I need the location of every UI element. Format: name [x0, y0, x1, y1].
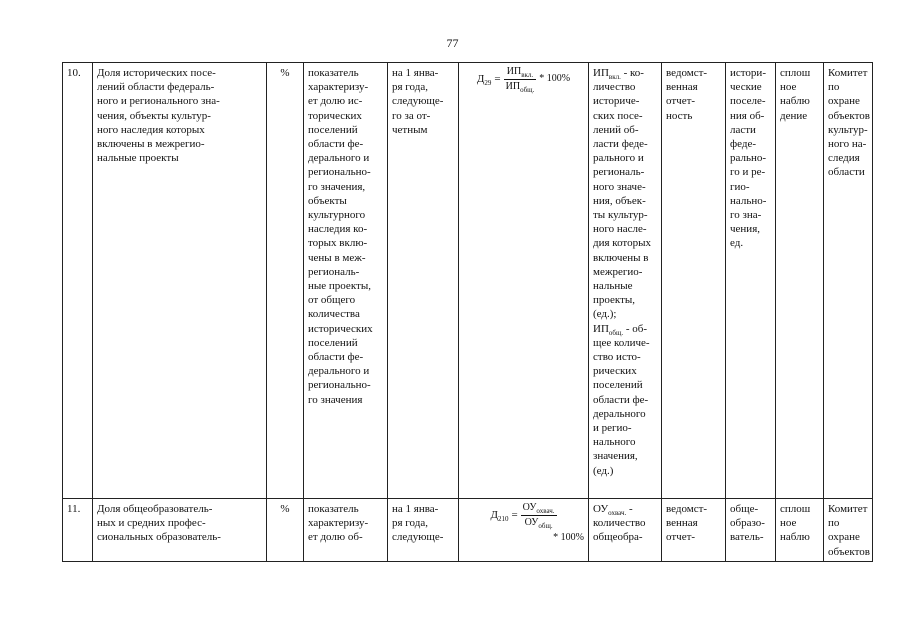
formula-multiplier: * 100%: [553, 532, 584, 543]
observation-method: сплош ное наблю дение: [776, 63, 824, 499]
reporting-period: на 1 янва- ря года, следующе- го за от- четным: [388, 63, 459, 499]
calculation-formula: [459, 499, 589, 562]
formula-equals: =: [511, 509, 518, 522]
row-number: 11.: [63, 499, 93, 562]
calculation-formula: [459, 63, 589, 499]
indicator-name: Доля общеобразователь- ных и средних профес- сиональных образователь-: [93, 499, 267, 562]
formula-variables: [589, 63, 662, 499]
responsible-body: Комитет по охране объектов: [824, 499, 873, 562]
formula-fraction: [504, 66, 537, 93]
formula-lhs: $Д_{210}$: [490, 509, 509, 524]
observation-object: обще- образо- ватель-: [726, 499, 776, 562]
data-source: ведомст- венная отчет-: [662, 499, 726, 562]
formula-denominator: $ОУ_{общ.}$: [524, 517, 553, 530]
indicators-table: [62, 62, 873, 562]
indicator-name: Доля исторических посе- лений области федераль- ного и регионального зна- чения, объекты культур- ного наследия которых включены в межрегио- нальные проекты: [93, 63, 267, 499]
formula-variables: [589, 499, 662, 562]
observation-method: сплош ное наблю: [776, 499, 824, 562]
formula-fraction: [521, 502, 557, 529]
formula-denominator: $ИП_{общ.}$: [505, 81, 535, 94]
indicator-definition: показатель характеризу- ет долю ис- торических поселений области фе- дерального и регионально- го значения, объекты культурного наследия ко- торых вклю- чены в меж- региональ- ные проекты, от общего количества исторических поселений области фе- дерального и регионально- го значения: [304, 63, 388, 499]
observation-object: истори- ческие поселе- ния об- ласти феде- рально- го и ре- гио- нально- го зна- чения, ед.: [726, 63, 776, 499]
table-row: [63, 499, 873, 562]
variable-description: $ИП_{вкл.} - ко-$ личество историче- ских посе- лений об- ласти феде- рального и региональ- ного значе- ния, объек- ты культур- ного насле- дия которых включены в межрегио- нальные проекты, (ед.);: [593, 67, 651, 321]
table-row: [63, 63, 873, 499]
responsible-body: Комитет по охране объектов культур- ного на- следия области: [824, 63, 873, 499]
formula-numerator: $ОУ_{охвач.}$: [522, 502, 555, 515]
formula-numerator: $ИП_{вкл.}$: [504, 66, 537, 80]
indicator-definition: показатель характеризу- ет долю об-: [304, 499, 388, 562]
data-source: ведомст- венная отчет- ность: [662, 63, 726, 499]
formula-lhs: $Д_{29}$: [476, 73, 492, 88]
row-number: 10.: [63, 63, 93, 499]
variable-description: $ОУ_{охвач.}$ - количество общеобра-: [593, 503, 646, 544]
page-number: 77: [446, 36, 459, 50]
unit-of-measure: %: [267, 63, 304, 499]
formula-equals: =: [494, 73, 501, 86]
reporting-period: на 1 янва- ря года, следующе-: [388, 499, 459, 562]
variable-description: $ИП_{общ.} - об-$ щее количе- ство исто- рических поселений области фе- дерального и регио- нального значения, (ед.): [593, 322, 650, 477]
formula-multiplier: * 100%: [539, 73, 571, 85]
unit-of-measure: %: [267, 499, 304, 562]
